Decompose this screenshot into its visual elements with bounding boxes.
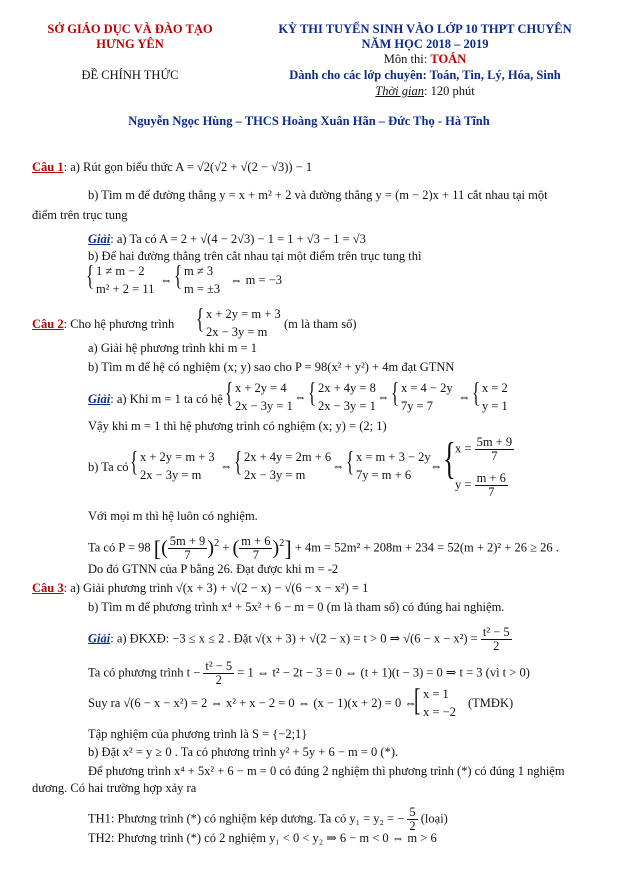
q1-solution-a-text: : a) Ta có A = 2 + √(4 − 2√3) − 1 = 1 + √3 − 1 = √3 <box>110 232 366 246</box>
q3-a <box>32 581 368 596</box>
denominator: 2 <box>493 639 500 653</box>
fraction <box>475 472 508 499</box>
fraction <box>239 535 272 562</box>
numerator: t² − 5 <box>482 625 510 639</box>
q2-t4-y-lhs: y = <box>455 477 472 492</box>
q2-t2-line2: 2x − 3y = m <box>244 468 306 482</box>
q2-solution-a-text: : a) Khi m = 1 ta có hệ <box>110 392 223 406</box>
q2-s1-line1: x + 2y = 4 <box>235 381 287 395</box>
for-classes: Dành cho các lớp chuyên: Toán, Tin, Lý, Hóa, Sinh <box>289 68 561 82</box>
numerator: 5 <box>409 805 416 819</box>
q3-condition2: dương. Có hai trường hợp xảy ra <box>32 781 197 795</box>
q1-a-text: : a) Rút gọn biểu thức A = √2(√2 + √(2 − √3)) − 1 <box>63 160 313 174</box>
bracket-icon: [ <box>414 681 421 717</box>
equiv-icon: ⇔ <box>430 459 443 473</box>
fraction <box>407 806 417 833</box>
brace-icon: { <box>174 261 183 292</box>
brace-icon: { <box>443 434 456 483</box>
q2-t1-line2: 2x − 3y = m <box>140 468 202 482</box>
fraction <box>475 436 515 463</box>
q1-solution-b: b) Để hai đường thẳng trên cắt nhau tại một điểm trên trục tung thì <box>88 249 422 263</box>
q2-s1-line2: 2x − 3y = 1 <box>235 399 293 413</box>
fraction <box>203 660 234 687</box>
q2-p-rhs: + 4m = 52m² + 208m + 234 = 52(m + 2)² + 26 ≥ 26 . <box>294 540 559 555</box>
q2-solution-label: Giải <box>88 392 111 406</box>
q2-t3-line2: 7y = m + 6 <box>356 468 412 482</box>
q1-sys1-line1: 1 ≠ m − 2 <box>96 264 145 278</box>
q2-solution-a <box>88 392 223 407</box>
time-value: : 120 phút <box>424 84 475 98</box>
q1-b: b) Tìm m để đường thẳng y = x + m² + 2 và đường thẳng y = (m − 2)x + 11 cắt nhau tại một <box>88 188 548 202</box>
bracket-icon: [ <box>153 536 162 561</box>
q2-conclude-a: Vậy khi m = 1 thì hệ phương trình có nghiệm (x; y) = (2; 1) <box>88 419 387 433</box>
school-year: NĂM HỌC 2018 – 2019 <box>361 37 489 51</box>
equiv-icon: ⇔ <box>294 390 307 404</box>
brace-icon: { <box>308 378 317 409</box>
q2-param: (m là tham số) <box>284 317 357 331</box>
q1-solution-label: Giải <box>88 232 111 246</box>
q3-eq-rhs: = 1 ⇔ t² − 2t − 3 = 0 ⇔ (t + 1)(t − 3) = 0 ⇒ t = 3 (vì t > 0) <box>237 665 530 680</box>
q3-case2: TH2: Phương trình (*) có 2 nghiệm y₁ < 0 < y₂ ⇒ 6 − m < 0 ⇔ m > 6 <box>88 831 437 845</box>
brace-icon: { <box>346 447 355 478</box>
q2-s4-line1: x = 2 <box>482 381 508 395</box>
q1-result: ⇔ m = −3 <box>230 273 282 287</box>
q3-eq-lhs: Ta có phương trình t − <box>88 665 201 680</box>
q3-b-solution: b) Đặt x² = y ≥ 0 . Ta có phương trình y² + 5y + 6 − m = 0 (*). <box>88 745 399 759</box>
exam-title: KỲ THI TUYỂN SINH VÀO LỚP 10 THPT CHUYÊN <box>278 22 572 36</box>
q3-suy: Suy ra √(6 − x − x²) = 2 ⇔ x² + x − 2 = 0 ⇔ (x − 1)(x + 2) = 0 ⇔ <box>88 696 417 710</box>
q1-label: Câu 1 <box>32 160 64 174</box>
dept-name: SỞ GIÁO DỤC VÀ ĐÀO TẠO <box>47 22 213 36</box>
q2-min: Do đó GTNN của P bằng 26. Đạt được khi m = -2 <box>88 562 339 576</box>
q2-p-lhs: Ta có P = 98 <box>88 540 151 555</box>
official-label: ĐỀ CHÍNH THỨC <box>81 68 179 82</box>
denominator: 7 <box>184 548 191 562</box>
q2-t4-line1 <box>455 436 514 463</box>
numerator: 5m + 9 <box>476 435 513 449</box>
q1-sys1-line2: m² + 2 = 11 <box>96 282 155 296</box>
brace-icon: { <box>391 378 400 409</box>
denominator: 2 <box>409 819 416 833</box>
q3-solution-a-text: : a) ĐKXĐ: −3 ≤ x ≤ 2 . Đặt √(x + 3) + √(2 − x) = t > 0 ⇒ √(6 − x − x²) = <box>110 631 478 646</box>
q2-t4-x-lhs: x = <box>455 441 472 456</box>
denominator: 2 <box>215 673 222 687</box>
q2-s2-line2: 2x − 3y = 1 <box>318 399 376 413</box>
q3-set: Tập nghiệm của phương trình là S = {−2;1} <box>88 727 308 741</box>
equiv-icon: ⇔ <box>332 459 345 473</box>
fraction <box>481 626 512 653</box>
equiv-icon: ⇔ <box>160 273 173 287</box>
q2-intro-text: : Cho hệ phương trình <box>63 317 175 331</box>
q3-root1: x = 1 <box>423 687 449 701</box>
q2-eq1: x + 2y = m + 3 <box>206 307 281 321</box>
q3-equation <box>88 660 530 687</box>
denominator: 7 <box>488 485 495 499</box>
q3-a-text: : a) Giải phương trình √(x + 3) + √(2 − x) − √(6 − x − x²) = 1 <box>63 581 369 595</box>
equiv-icon: ⇔ <box>377 390 390 404</box>
subject-label: Môn thi: <box>383 52 431 66</box>
q1-a <box>32 160 312 175</box>
q3-root2: x = −2 <box>423 705 456 719</box>
q2-p-expression: Ta có P = 98 [( $\frac{5m + 9}{7}$ )$^2$ + ( $\frac{m + 6}{7}$ )$^2$] + 4m = 52m² + 208m + 234 = 52(m + 2)² + 26 ≥ 26 . <box>88 534 559 562</box>
equiv-icon: ⇔ <box>458 390 471 404</box>
denominator: 7 <box>252 548 259 562</box>
q2-s3-line1: x = 4 − 2y <box>401 381 453 395</box>
q1-b2: điểm trên trục tung <box>32 208 128 222</box>
q2-b-intro: b) Ta có <box>88 460 129 474</box>
q2-t3-line1: x = m + 3 − 2y <box>356 450 431 464</box>
q2-intro <box>32 317 174 332</box>
subject: TOÁN <box>430 52 467 66</box>
q2-b: b) Tìm m để hệ có nghiệm (x; y) sao cho P = 98(x² + y²) + 4m đạt GTNN <box>88 360 455 374</box>
q2-t2-line1: 2x + 4y = 2m + 6 <box>244 450 332 464</box>
province: HƯNG YÊN <box>96 37 164 51</box>
brace-icon: { <box>225 378 234 409</box>
q3-case1-rhs: (loại) <box>420 811 448 826</box>
q2-s3-line2: 7y = 7 <box>401 399 434 413</box>
q3-solution-a <box>88 626 512 653</box>
q1-sys2-line2: m = ±3 <box>184 282 221 296</box>
time-label: Thời gian <box>375 84 424 98</box>
q2-always: Với mọi m thì hệ luôn có nghiệm. <box>88 509 258 523</box>
brace-icon: { <box>86 261 95 292</box>
author-line: Nguyễn Ngọc Hùng – THCS Hoàng Xuân Hãn – Đức Thọ - Hà Tĩnh <box>128 114 490 128</box>
bracket-icon: ] <box>284 536 292 561</box>
denominator: 7 <box>491 449 498 463</box>
q2-label: Câu 2 <box>32 317 64 331</box>
q3-case1-lhs: TH1: Phương trình (*) có nghiệm kép dương. Ta có y₁ = y₂ = − <box>88 811 405 826</box>
q1-sys2-line1: m ≠ 3 <box>184 264 214 278</box>
numerator: 5m + 9 <box>169 534 206 548</box>
q3-case1 <box>88 806 448 833</box>
q3-condition: Để phương trình x⁴ + 5x² + 6 − m = 0 có đúng 2 nghiệm thì phương trình (*) có đúng 1 nghiệm <box>88 764 565 778</box>
q3-label: Câu 3 <box>32 581 64 595</box>
brace-icon: { <box>472 378 481 409</box>
brace-icon: { <box>234 447 243 478</box>
q1-solution-a <box>88 232 366 247</box>
time-line <box>245 84 605 99</box>
q3-b: b) Tìm m để phương trình x⁴ + 5x² + 6 − m = 0 (m là tham số) có đúng hai nghiệm. <box>88 600 505 614</box>
q3-tmdk: (TMĐK) <box>468 696 514 710</box>
numerator: t² − 5 <box>205 659 233 673</box>
equiv-icon: ⇔ <box>220 459 233 473</box>
q2-s4-line2: y = 1 <box>482 399 508 413</box>
q2-t4-line2 <box>455 472 508 499</box>
q2-t1-line1: x + 2y = m + 3 <box>140 450 215 464</box>
brace-icon: { <box>196 304 205 335</box>
numerator: m + 6 <box>476 471 506 485</box>
numerator: m + 6 <box>241 534 271 548</box>
subject-line <box>245 52 605 67</box>
fraction <box>168 535 208 562</box>
q2-s2-line1: 2x + 4y = 8 <box>318 381 376 395</box>
q2-a: a) Giải hệ phương trình khi m = 1 <box>88 341 258 355</box>
q2-eq2: 2x − 3y = m <box>206 325 268 339</box>
brace-icon: { <box>130 447 139 478</box>
q3-solution-label: Giải <box>88 631 111 646</box>
